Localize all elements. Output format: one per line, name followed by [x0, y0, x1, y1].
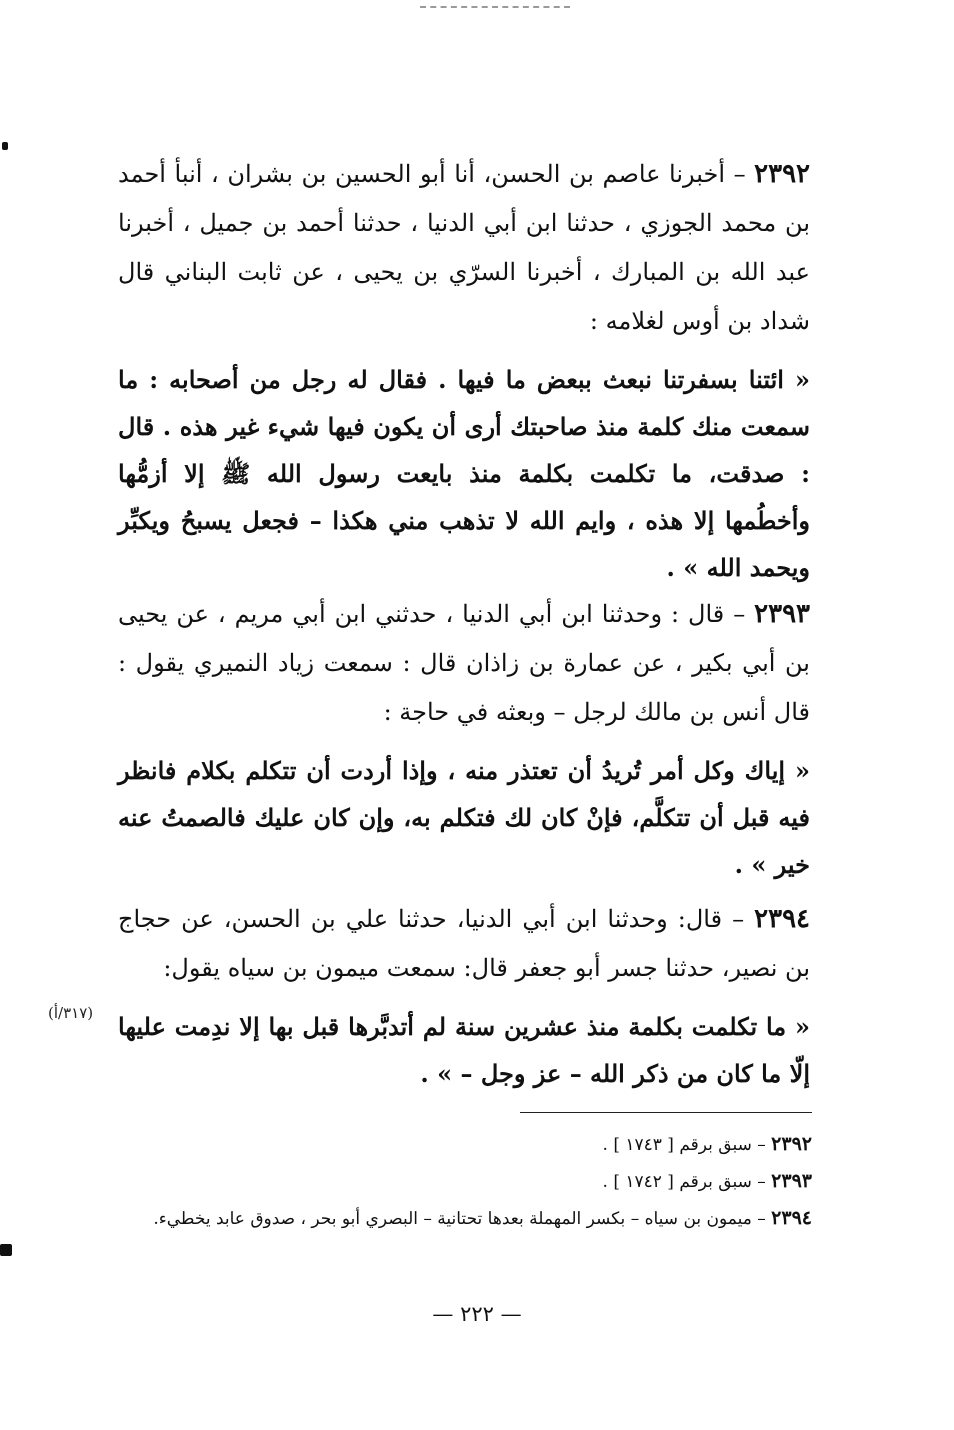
isnad-text: – قال: وحدثنا ابن أبي الدنيا، حدثنا علي بن الحسن، عن حجاج بن نصير، حدثنا جسر أبو جعفر قال: سمعت ميمون بن سياه يقول:: [118, 905, 810, 982]
footnote-number: ٢٣٩٣: [771, 1170, 812, 1192]
entry-number: ٢٣٩٢: [754, 159, 810, 189]
manuscript-folio-note: (٣١٧/أ): [48, 1004, 94, 1022]
isnad-text: – أخبرنا عاصم بن الحسن، أنا أبو الحسين بن بشران ، أنبأ أحمد بن محمد الجوزي ، حدثنا ابن أبي الدنيا ، حدثنا أحمد بن جميل ، أخبرنا عبد الله بن المبارك ، أخبرنا السرّي بن يحيى ، عن ثابت البناني قال شداد بن أوس لغلامه :: [118, 160, 810, 335]
top-dashed-rule: [420, 6, 570, 8]
isnad-paragraph: [118, 590, 810, 737]
isnad-paragraph: [118, 895, 810, 993]
footnote-number: ٢٣٩٢: [771, 1133, 812, 1155]
footnote-text: – ميمون بن سياه – بكسر المهملة بعدها تحتانية – البصري أبو بحر ، صدوق عابد يخطيء.: [153, 1209, 772, 1229]
hadith-entry-2392: [118, 150, 810, 601]
isnad-paragraph: [118, 150, 810, 346]
scan-edge-mark: [2, 142, 8, 150]
footnote: [68, 1126, 812, 1163]
footnote: [68, 1200, 812, 1237]
entry-number: ٢٣٩٤: [754, 904, 810, 934]
footnote-separator: [520, 1112, 812, 1113]
footnote-number: ٢٣٩٤: [771, 1207, 812, 1229]
footnotes: [68, 1126, 812, 1237]
entry-number: ٢٣٩٣: [754, 599, 810, 629]
hadith-entry-2394: [118, 895, 810, 1107]
page-number: — ٢٢٢ —: [432, 1302, 522, 1326]
footnote-text: – سبق برقم [ ١٧٤٢ ] .: [602, 1172, 772, 1192]
isnad-text: – قال : وحدثنا ابن أبي الدنيا ، حدثني ابن أبي مريم ، عن يحيى بن أبي بكير ، عن عمارة بن زاذان قال : سمعت زياد النميري يقول : قال أنس بن مالك لرجل – وبعثه في حاجة :: [118, 600, 810, 726]
hadith-entry-2393: [118, 590, 810, 898]
matn-quote: « ما تكلمت بكلمة منذ عشرين سنة لم أتدبَّرها قبل بها إلا ندِمت عليها إلّا ما كان من ذكر الله – عز وجل – » .: [118, 1012, 810, 1088]
footnote: [68, 1163, 812, 1200]
footnote-text: – سبق برقم [ ١٧٤٣ ] .: [602, 1135, 772, 1155]
scan-edge-mark: [0, 1244, 12, 1256]
matn-quote: « إياك وكل أمر تُريدُ أن تعتذر منه ، وإذا أردت أن تتكلم بكلام فانظر فيه قبل أن تتكلَّم، فإنْ كان لك فتكلم به، وإن كان عليك فالصمتُ عنه خير » .: [118, 756, 810, 879]
matn-quote: « ائتنا بسفرتنا نبعث ببعض ما فيها . فقال له رجل من أصحابه : ما سمعت منك كلمة منذ صاحبتك أرى أن يكون فيها شيء غير هذه . قال : صدقت، ما تكلمت بكلمة منذ بايعت رسول الله ﷺ إلا أزمُّها وأخطُمها إلا هذه ، وايم الله لا تذهب مني هكذا – فجعل يسبحُ ويكبِّر ويحمد الله » .: [118, 365, 810, 582]
